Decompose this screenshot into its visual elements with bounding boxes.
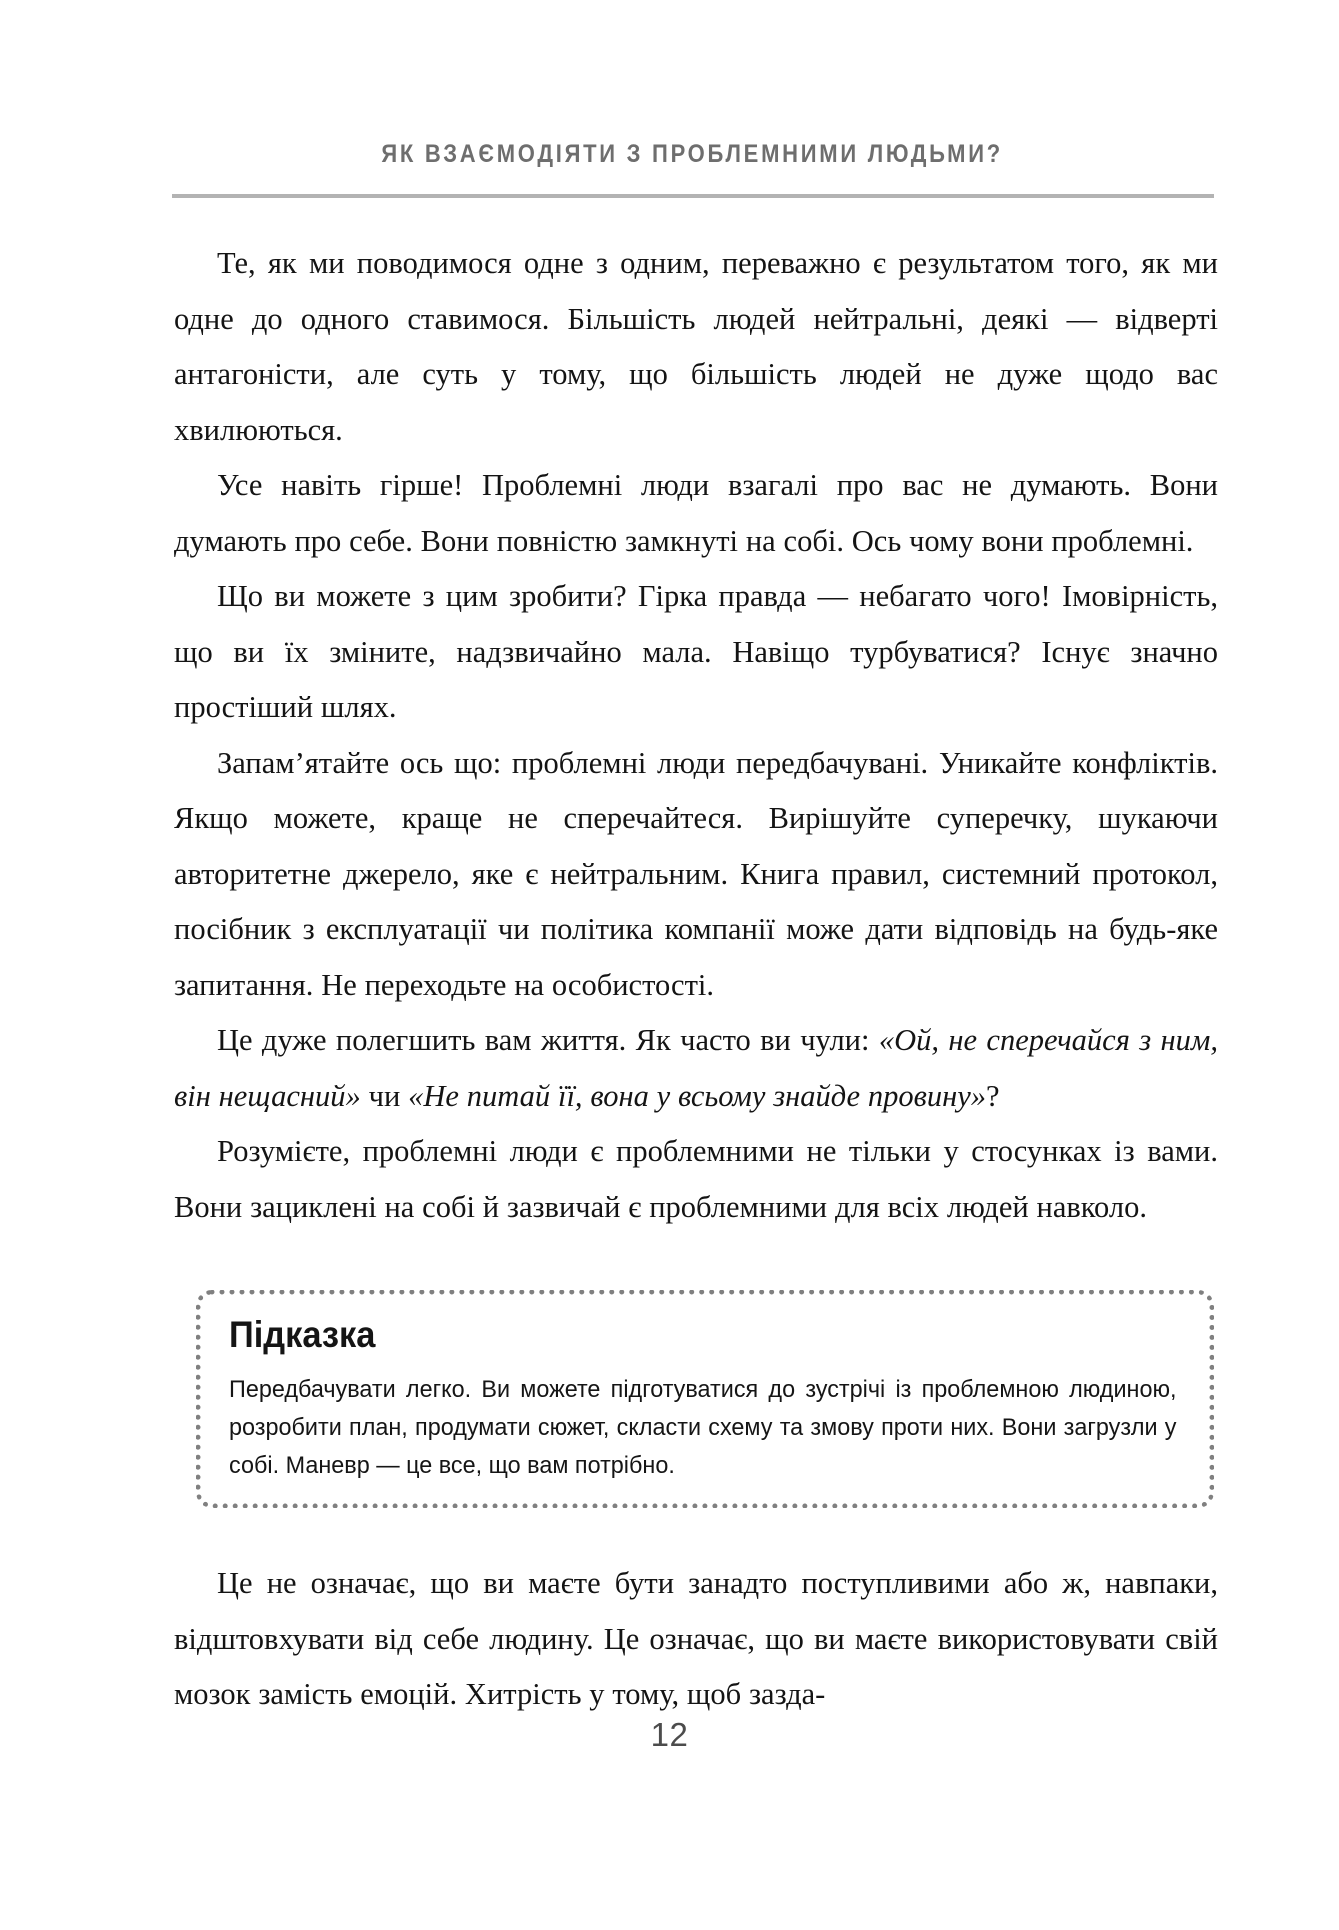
paragraph-quote [174, 1013, 1218, 1124]
tip-callout-title: Підказка [229, 1314, 376, 1355]
paragraph-4: Запам’ятайте ось що: проблемні люди передбачувані. Уникайте конфліктів. Якщо можете, краще не сперечайтеся. Вирішуйте суперечку, шукаючи авторитетне джерело, яке є нейтральним. Книга правил, системний протокол, посібник з експлуатації чи політика компанії може дати відповідь на будь-яке запитання. Не переходьте на особистості. [174, 745, 1218, 1002]
paragraph-6: Це не означає, що ви маєте бути занадто поступливими або ж, навпаки, відштовхувати від себе людину. Це означає, що ви маєте використовувати свій мозок замість емоцій. Хитрість у тому, щоб зазда- [174, 1566, 1218, 1711]
paragraph-2: Усе навіть гірше! Проблемні люди взагалі про вас не думають. Вони думають про себе. Вони повністю замкнуті на собі. Ось чому вони проблемні. [174, 468, 1218, 558]
header-divider-rule [172, 194, 1214, 198]
running-head [170, 140, 1215, 169]
tip-callout-box [196, 1290, 1214, 1508]
tip-callout-inner [229, 1313, 1183, 1485]
paragraph-3: Що ви можете з цим зробити? Гірка правда — небагато чого! Імовірність, що ви їх зміните, надзвичайно мала. Навіщо турбуватися? Існує значно простіший шлях. [174, 579, 1218, 724]
paragraph-5: Розумієте, проблемні люди є проблемними не тільки у стосунках із вами. Вони зациклені на собі й зазвичай є проблемними для всіх людей навколо. [174, 1134, 1218, 1224]
quote-middle-text: чи [360, 1078, 409, 1113]
quote-tail-text: ? [986, 1078, 1000, 1113]
quote-lead-text: Це дуже полегшить вам життя. Як часто ви чули: [217, 1023, 879, 1057]
page-number: 12 [650, 1716, 689, 1753]
tip-callout-text: Передбачувати легко. Ви можете підготуватися до зустрічі із проблемною людиною, розробити план, продумати сюжет, скласти схему та змову проти них. Вони загрузли у собі. Маневр — це все, що вам потрібно. [229, 1376, 1177, 1479]
paragraph-1: Те, як ми поводимося одне з одним, переважно є результатом того, як ми одне до одного ставимося. Більшість людей нейтральні, деякі — відверті антагоністи, але суть у тому, що більшість людей не дуже щодо вас хвилюються. [174, 246, 1218, 447]
quote-two: «Не питай її, вона у всьому знайде провину» [408, 1078, 987, 1113]
body-content [174, 236, 1218, 1235]
quote-one: «Ой, не сперечайся з ним, він нещасний» [174, 1023, 1218, 1113]
body-content-after-callout [174, 1556, 1218, 1723]
running-head-text: ЯК ВЗАЄМОДІЯТИ З ПРОБЛЕМНИМИ ЛЮДЬМИ? [381, 140, 1004, 168]
